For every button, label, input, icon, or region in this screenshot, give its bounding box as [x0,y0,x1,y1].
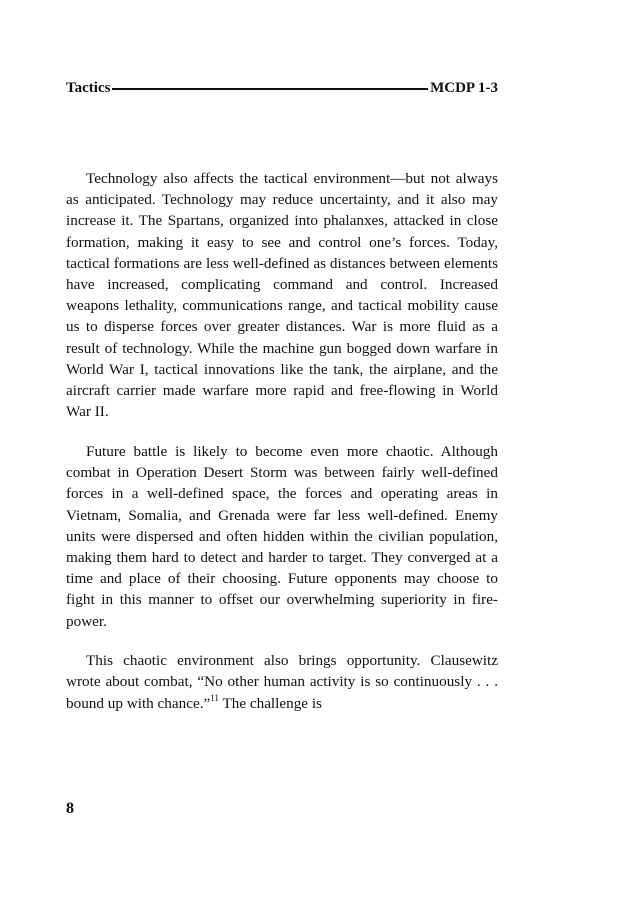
footnote-reference[interactable]: 11 [210,692,219,703]
paragraph-text: This chaotic environment also brings opportunity. Clausewitz wrote about combat, “No other human activity is so continuously . . . bound up with chance.” [66,652,498,712]
header-rule [112,88,428,90]
header-publication-id: MCDP 1-3 [430,79,498,96]
paragraph-future-battle: Future battle is likely to become even more chaotic. Although combat in Operation Desert Storm was between fairly well-defined forces in a well-defined space, the forces and operating areas in Vietnam, Somalia, and Grenada were far less well-defined. Enemy units were dispersed and often hidden within the civilian population, making them hard to detect and harder to target. They converged at a time and place of their choosing. Future opponents may choose to fight in this manner to offset our overwhelming superiority in fire- power. [66,442,498,630]
header-chapter-title: Tactics [66,79,111,96]
paragraph-technology: Technology also affects the tactical environment—but not always as anticipated. Technology may reduce uncertainty, and it also may increase it. The Spartans, organized into phalanxes, attacked in close formation, making it easy to see and control one’s forces. Today, tactical formations are less well-defined as distances between elements have increased, complicating command and control. Increased weapons lethality, communications range, and tactical mobility cause us to disperse forces over greater distances. War is more fluid as a result of technology. While the machine gun bogged down warfare in World War I, tactical innovations like the tank, the airplane, and the aircraft carrier made warfare more rapid and free-flowing in World War II. [66,170,498,421]
page-number: 8 [66,800,74,817]
paragraph-text-continued: The challenge is [218,694,322,712]
body-text [66,168,498,732]
running-header [66,78,498,98]
paragraph-chaotic-environment [66,650,498,714]
